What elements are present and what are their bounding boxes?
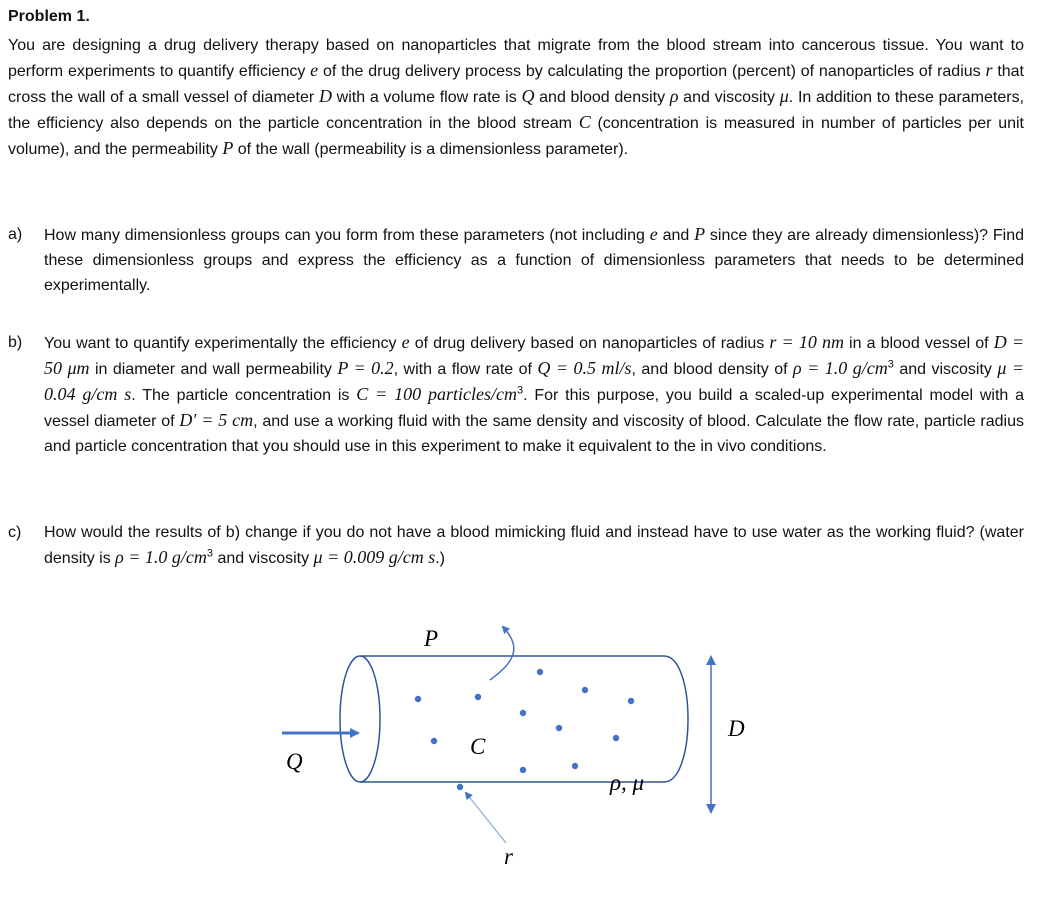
label-Q: Q bbox=[286, 749, 303, 774]
particle bbox=[520, 710, 526, 716]
particle bbox=[628, 698, 634, 704]
label-D: D bbox=[728, 716, 745, 741]
particles bbox=[415, 669, 634, 790]
vessel-outline bbox=[360, 656, 688, 782]
radius-pointer-arrow bbox=[466, 793, 506, 843]
part-b-text: You want to quantify experimentally the efficiency e of drug delivery based on nanoparticles of radius r = 10 nm in a blood vessel of D = 50 μm in diameter and wall permeability P = 0.2, with a flow rate of Q = 0.5 ml/s, and blood density of ρ = 1.0 $g/cm^3$ and viscosity μ = 0.04 g/cm s. The particle concentration is C = 100 particles/$cm^3$. For this purpose, you build a scaled-up experimental model with a vessel diameter of D′ = 5 cm, and use a working fluid with the same density and viscosity of blood. Calculate the flow rate, particle radius and particle concentration that you should use in this experiment to make it equivalent to the in vivo conditions. bbox=[44, 332, 1025, 455]
problem-title: Problem 1. bbox=[8, 8, 90, 25]
particle bbox=[457, 784, 463, 790]
permeation-arrow bbox=[490, 627, 514, 680]
diameter-arrow bbox=[706, 655, 716, 814]
particle bbox=[475, 694, 481, 700]
particle bbox=[613, 735, 619, 741]
particle bbox=[431, 738, 437, 744]
label-rho-mu: ρ, μ bbox=[610, 770, 645, 795]
part-a-label: a) bbox=[8, 226, 23, 243]
part-a-text: How many dimensionless groups can you form from these parameters (not including e and P since they are already dimensionless)? Find these dimensionless groups and express the efficiency as a function of dimensionless parameters that needs to be determined experimentally. bbox=[44, 224, 1024, 294]
vessel-inlet-ellipse bbox=[340, 656, 380, 782]
particle bbox=[415, 696, 421, 702]
particle bbox=[520, 767, 526, 773]
part-c-text: How would the results of b) change if you do not have a blood mimicking fluid and instead have to use water as the working fluid? (water density is ρ = 1.0 $g/cm^3$ and viscosity μ = 0.009 g/cm s.) bbox=[44, 524, 1024, 567]
vessel-cylinder bbox=[340, 656, 688, 782]
particle bbox=[537, 669, 543, 675]
label-r: r bbox=[504, 844, 513, 869]
label-C: C bbox=[470, 734, 486, 759]
part-c-label: c) bbox=[8, 524, 22, 541]
part-b-label: b) bbox=[8, 334, 23, 351]
particle bbox=[582, 687, 588, 693]
label-P: P bbox=[424, 626, 439, 651]
problem-intro: You are designing a drug delivery therapy based on nanoparticles that migrate from the blood stream into cancerous tissue. You want to perform experiments to quantify efficiency e of the drug delivery process by calculating the proportion (percent) of nanoparticles of radius r that cross the wall of a small vessel of diameter D with a volume flow rate is Q and blood density ρ and viscosity μ. In addition to these parameters, the efficiency also depends on the particle concentration in the blood stream C (concentration is measured in number of particles per unit volume), and the permeability P of the wall (permeability is a dimensionless parameter). bbox=[8, 37, 1025, 158]
particle bbox=[572, 763, 578, 769]
particle bbox=[556, 725, 562, 731]
